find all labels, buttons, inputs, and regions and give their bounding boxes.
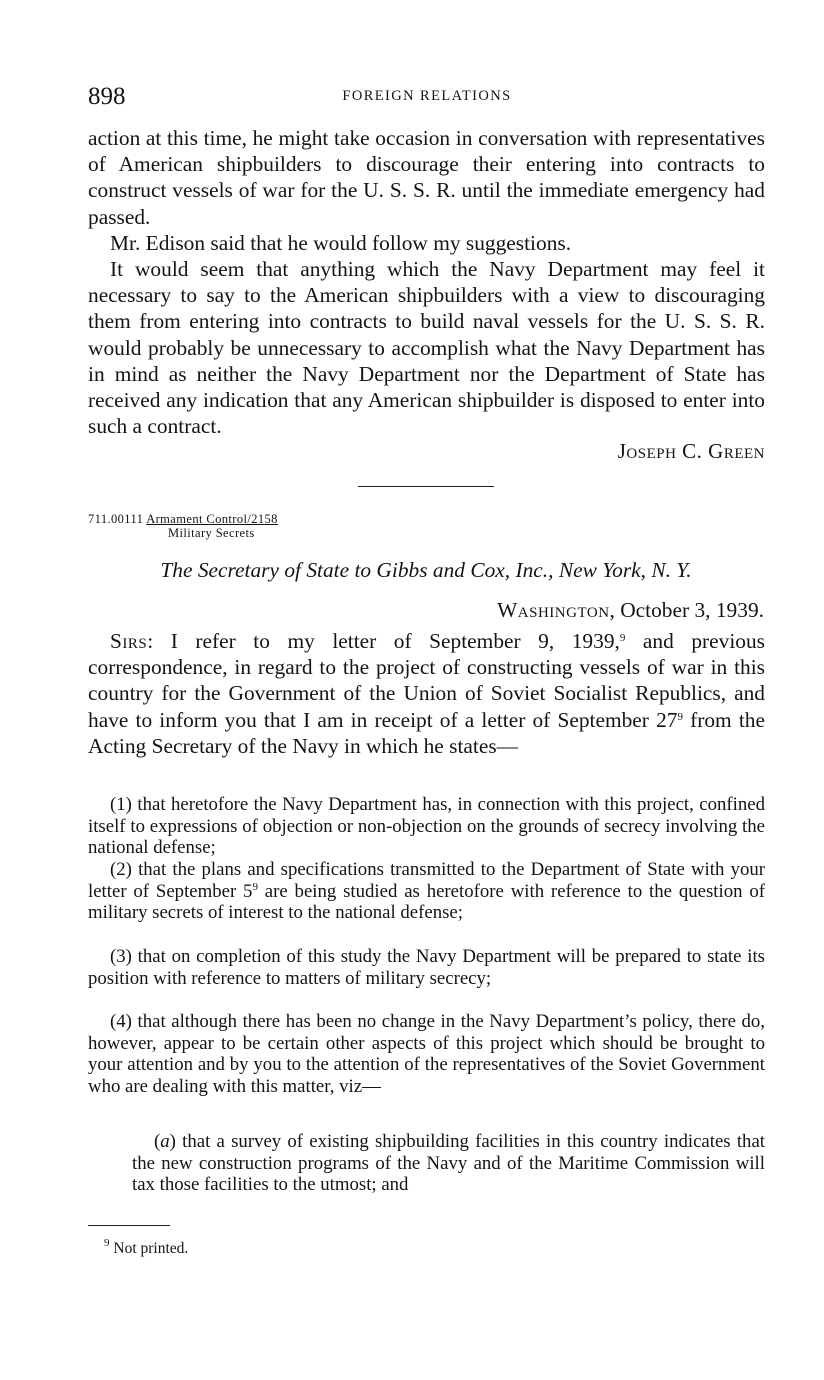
quoted-item-3: (3) that on completion of this study the Navy Department will be prepared to state its position with reference to matters of military secrecy; bbox=[88, 946, 765, 989]
file-classification: Military Secrets bbox=[168, 526, 255, 540]
subitem-a-marker: a bbox=[160, 1131, 170, 1152]
letter-intro-part-2: and previous correspondence, in regard to the project of constructing vessels of war in this country for the Government of the Union of Soviet Socialist Republics, and have to inform you that I am in receipt of a letter of September 27 bbox=[88, 629, 765, 732]
quoted-item-2-part-2: are being studied as heretofore with reference to the question of military secrets of interest to the national defense; bbox=[88, 880, 765, 924]
paragraph-edison: Mr. Edison said that he would follow my suggestions. bbox=[110, 231, 572, 255]
page-header bbox=[88, 82, 766, 112]
document-title: The Secretary of State to Gibbs and Cox, Inc., New York, N. Y. bbox=[160, 558, 692, 582]
quoted-item-2-part-1: (2) that the plans and specifications transmitted to the Department of State with your letter of September 5 bbox=[88, 859, 765, 902]
quoted-item-4: (4) that although there has been no change in the Navy Department’s policy, there do, however, appear to be certain other aspects of this project which should be brought to your attention and by you to the attention of the representatives of the Soviet Government who are dealing with this matter, viz— bbox=[88, 1011, 765, 1098]
letter-intro bbox=[88, 628, 765, 759]
section-divider bbox=[358, 486, 494, 487]
footnote-reference: 9 bbox=[252, 880, 258, 893]
running-head: FOREIGN RELATIONS bbox=[342, 88, 512, 104]
footnote-reference: 9 bbox=[677, 710, 683, 723]
salutation: Sirs bbox=[110, 629, 148, 653]
footnote-reference: 9 bbox=[619, 632, 626, 644]
quoted-item-1: (1) that heretofore the Navy Department has, in connection with this project, confined itself to expressions of objection or non-objection on the grounds of secrecy involving the national defense; bbox=[88, 794, 765, 859]
quoted-item-2 bbox=[88, 859, 765, 924]
letter-intro-part-1: : I refer to my letter of September 9, 1939, bbox=[147, 629, 620, 653]
continued-paragraph: action at this time, he might take occasion in conversation with representatives of American shipbuilders to discourage their entering into contracts to construct vessels of war for the U. S. S. R. until the immediate emergency had passed. bbox=[88, 126, 765, 229]
quoted-subitem-a-text: that a survey of existing shipbuilding facilities in this country indicates that the new construction programs of the Navy and of the Maritime Commission will tax those facilities to the utmost; and bbox=[132, 1131, 765, 1196]
file-reference bbox=[88, 512, 278, 540]
letter-intro-part-3: from the Acting Secretary of the Navy in which he states— bbox=[88, 707, 765, 758]
page-number: 898 bbox=[88, 83, 126, 110]
signature: Joseph C. Green bbox=[617, 439, 765, 463]
footnote-divider bbox=[88, 1225, 170, 1226]
paragraph-navy-department: It would seem that anything which the Navy Department may feel it necessary to say to the American shipbuilders with a view to discouraging them from entering into contracts to build naval vessels for the U. S. S. R. would probably be unnecessary to accomplish what the Navy Department has in mind as neither the Navy Department nor the Department of State has received any indication that any American shipbuilder is disposed to enter into such a contract. bbox=[88, 257, 765, 439]
quoted-subitem-a: (a) that a survey of existing shipbuilding facilities in this country indicates that the new construction programs of the Navy and of the Maritime Commission will tax those facilities to the utmost; and bbox=[132, 1131, 765, 1196]
footnote-text: Not printed. bbox=[109, 1240, 189, 1257]
file-subject: Armament Control/2158 bbox=[146, 512, 278, 526]
dateline-date: , October 3, 1939. bbox=[609, 598, 764, 622]
footnote bbox=[104, 1237, 189, 1258]
dateline-place: Washington bbox=[497, 598, 610, 622]
dateline bbox=[88, 597, 764, 623]
footnote-marker: 9 bbox=[104, 1237, 110, 1249]
file-number: 711.00111 bbox=[88, 512, 144, 526]
